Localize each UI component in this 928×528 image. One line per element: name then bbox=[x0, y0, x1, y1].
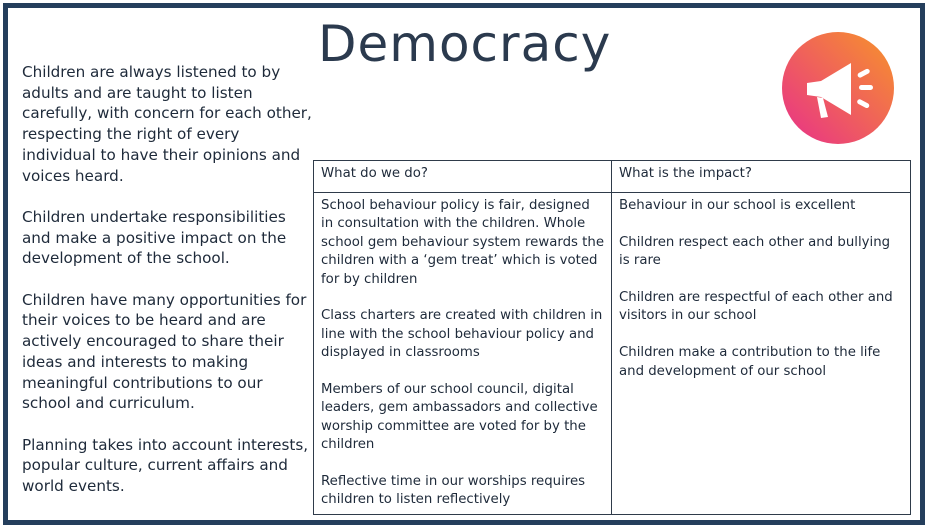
intro-paragraph: Planning takes into account interests, popular culture, current affairs and world events. bbox=[22, 435, 309, 496]
democracy-table bbox=[313, 160, 911, 515]
impact-cell bbox=[612, 193, 911, 515]
intro-text bbox=[22, 62, 312, 517]
list-item: Children make a contribution to the life and development of our school bbox=[619, 345, 881, 379]
table-header-row bbox=[314, 161, 911, 193]
intro-paragraph: Children have many opportunities for their voices to be heard and are actively encouraged to share their ideas and interests to making meaningful contributions to our school and curriculum. bbox=[22, 290, 307, 413]
list-item: Class charters are created with children in line with the school behaviour policy and displayed in classrooms bbox=[321, 308, 603, 361]
list-item: Reflective time in our worships requires children to listen reflectively bbox=[321, 474, 586, 508]
header-what-we-do: What do we do? bbox=[314, 161, 612, 193]
header-impact: What is the impact? bbox=[612, 161, 911, 193]
intro-paragraph: Children are always listened to by adults and are taught to listen carefully, with concern for each other, respecting the right of every individual to have their opinions and voices heard. bbox=[22, 63, 312, 185]
megaphone-icon bbox=[781, 31, 895, 145]
list-item: Children are respectful of each other and visitors in our school bbox=[619, 290, 893, 324]
what-we-do-cell bbox=[314, 193, 612, 515]
page-title: Democracy bbox=[318, 15, 612, 73]
table-row bbox=[314, 193, 911, 515]
list-item: Children respect each other and bullying is rare bbox=[619, 234, 891, 269]
intro-paragraph: Children undertake responsibilities and make a positive impact on the development of the school. bbox=[22, 207, 287, 268]
list-item: Members of our school council, digital leaders, gem ambassadors and collective worship committee are voted for by the children bbox=[321, 382, 598, 453]
list-item: Behaviour in our school is excellent bbox=[619, 198, 856, 213]
list-item: School behaviour policy is fair, designed in consultation with the children. Whole school gem behaviour system rewards the children with a ‘gem treat’ which is voted for by children bbox=[321, 198, 605, 287]
